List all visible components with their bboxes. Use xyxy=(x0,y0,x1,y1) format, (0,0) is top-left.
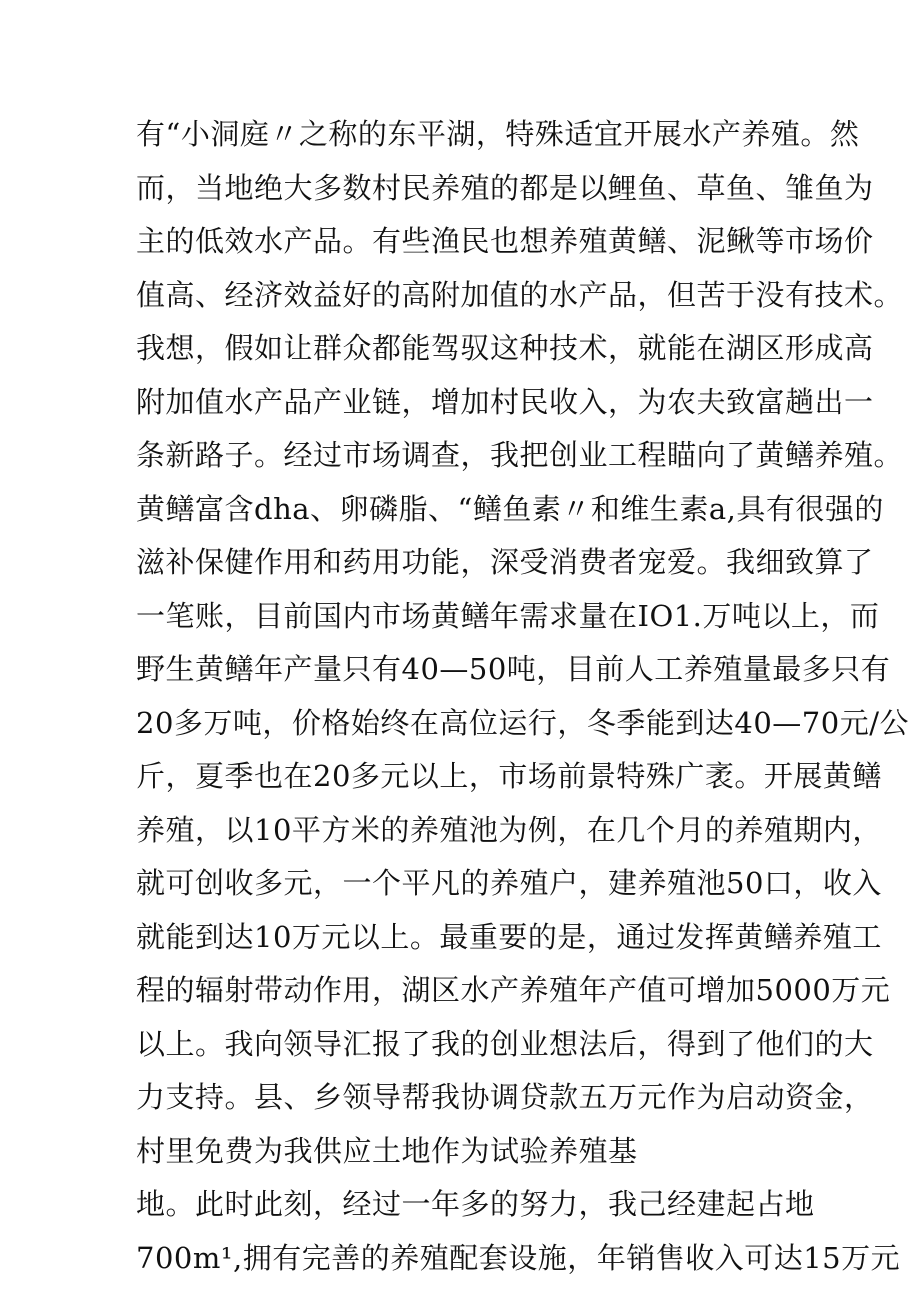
text-line: 我想，假如让群众都能驾驭这种技术，就能在湖区形成高 xyxy=(136,331,874,365)
text-line: 附加值水产品产业链，增加村民收入，为农夫致富趟出一 xyxy=(136,384,874,419)
text-line: 地。此时此刻，经过一年多的努力，我己经建起占地 xyxy=(136,1187,815,1221)
text-line: 就可创收多元，一个平凡的养殖户，建养殖池50口，收入 xyxy=(136,866,882,900)
document-body xyxy=(136,108,909,1285)
text-line: 就能到达10万元以上。最重要的是，通过发挥黄鳝养殖工 xyxy=(136,919,882,954)
text-line: 一笔账，目前国内市场黄鳝年需求量在IO1.万吨以上，而 xyxy=(136,598,880,633)
text-line: 养殖，以10平方米的养殖池为例，在几个月的养殖期内， xyxy=(136,812,882,847)
text-line: 斤，夏季也在20多元以上，市场前景特殊广袤。开展黄鳝 xyxy=(136,759,882,793)
text-line: 野生黄鳝年产量只有40—50吨，目前人工养殖量最多只有 xyxy=(136,652,891,686)
text-line: 主的低效水产品。有些渔民也想养殖黄鳝、泥鳅等市场价 xyxy=(136,224,874,258)
text-line: 村里免费为我供应土地作为试验养殖基 xyxy=(136,1133,638,1168)
text-line: 滋补保健作用和药用功能，深受消费者宠爱。我细致算了 xyxy=(136,545,874,579)
text-line: 而，当地绝大多数村民养殖的都是以鲤鱼、草鱼、雏鱼为 xyxy=(136,170,874,205)
text-line: 力支持。县、乡领导帮我协调贷款五万元作为启动资金， xyxy=(136,1080,874,1114)
text-line: 以上。我向领导汇报了我的创业想法后，得到了他们的大 xyxy=(136,1026,874,1061)
text-line: 700m¹,拥有完善的养殖配套设施，年销售收入可达15万元 xyxy=(136,1240,901,1275)
text-line: 20多万吨，价格始终在高位运行，冬季能到达40—70元/公 xyxy=(136,705,909,740)
text-line: 有“小洞庭〃之称的东平湖，特殊适宜开展水产养殖。然 xyxy=(136,117,860,151)
text-line: 条新路子。经过市场调查，我把创业工程瞄向了黄鳝养殖。 xyxy=(136,438,904,472)
text-line: 黄鳝富含dha、卵磷脂、“鳝鱼素〃和维生素a,具有很强的 xyxy=(136,491,884,526)
text-line: 程的辐射带动作用，湖区水产养殖年产值可增加5000万元 xyxy=(136,973,891,1007)
text-line: 值高、经济效益好的高附加值的水产品，但苦于没有技术。 xyxy=(136,277,904,312)
